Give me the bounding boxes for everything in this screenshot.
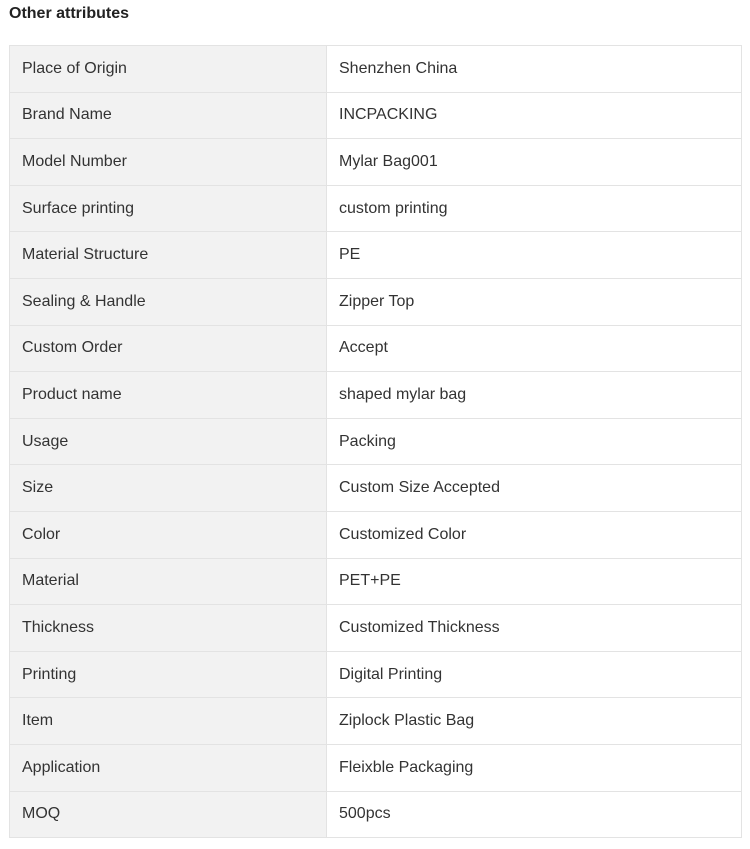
attribute-value: Mylar Bag001	[327, 139, 742, 186]
attribute-key: Printing	[10, 651, 327, 698]
attribute-value: Accept	[327, 325, 742, 372]
attribute-value: Customized Thickness	[327, 605, 742, 652]
table-row	[10, 791, 742, 838]
section-title: Other attributes	[9, 5, 130, 22]
table-row	[10, 232, 742, 279]
attribute-key: Application	[10, 744, 327, 791]
attribute-value: PE	[327, 232, 742, 279]
attribute-value: custom printing	[327, 185, 742, 232]
attribute-value: Packing	[327, 418, 742, 465]
attribute-key: Material Structure	[10, 232, 327, 279]
table-row	[10, 651, 742, 698]
table-row	[10, 605, 742, 652]
attribute-value: Digital Printing	[327, 651, 742, 698]
table-row	[10, 278, 742, 325]
attribute-value: 500pcs	[327, 791, 742, 838]
attribute-key: Item	[10, 698, 327, 745]
attribute-value: shaped mylar bag	[327, 372, 742, 419]
table-row	[10, 46, 742, 93]
attributes-table-body	[10, 46, 742, 838]
table-row	[10, 465, 742, 512]
attribute-key: MOQ	[10, 791, 327, 838]
attribute-key: Material	[10, 558, 327, 605]
attribute-value: Zipper Top	[327, 278, 742, 325]
attribute-key: Place of Origin	[10, 46, 327, 93]
table-row	[10, 418, 742, 465]
attribute-key: Sealing & Handle	[10, 278, 327, 325]
attribute-value: Custom Size Accepted	[327, 465, 742, 512]
table-row	[10, 185, 742, 232]
attribute-value: Customized Color	[327, 511, 742, 558]
table-row	[10, 744, 742, 791]
table-row	[10, 511, 742, 558]
table-row	[10, 139, 742, 186]
attribute-key: Usage	[10, 418, 327, 465]
attribute-value: PET+PE	[327, 558, 742, 605]
attribute-key: Size	[10, 465, 327, 512]
attributes-table	[9, 45, 742, 838]
attribute-key: Thickness	[10, 605, 327, 652]
attribute-value: Fleixble Packaging	[327, 744, 742, 791]
table-row	[10, 92, 742, 139]
attribute-key: Custom Order	[10, 325, 327, 372]
table-row	[10, 325, 742, 372]
attribute-key: Model Number	[10, 139, 327, 186]
attribute-value: INCPACKING	[327, 92, 742, 139]
attribute-value: Ziplock Plastic Bag	[327, 698, 742, 745]
attribute-key: Product name	[10, 372, 327, 419]
table-row	[10, 698, 742, 745]
attribute-key: Color	[10, 511, 327, 558]
table-row	[10, 372, 742, 419]
attribute-value: Shenzhen China	[327, 46, 742, 93]
table-row	[10, 558, 742, 605]
attribute-key: Surface printing	[10, 185, 327, 232]
attribute-key: Brand Name	[10, 92, 327, 139]
